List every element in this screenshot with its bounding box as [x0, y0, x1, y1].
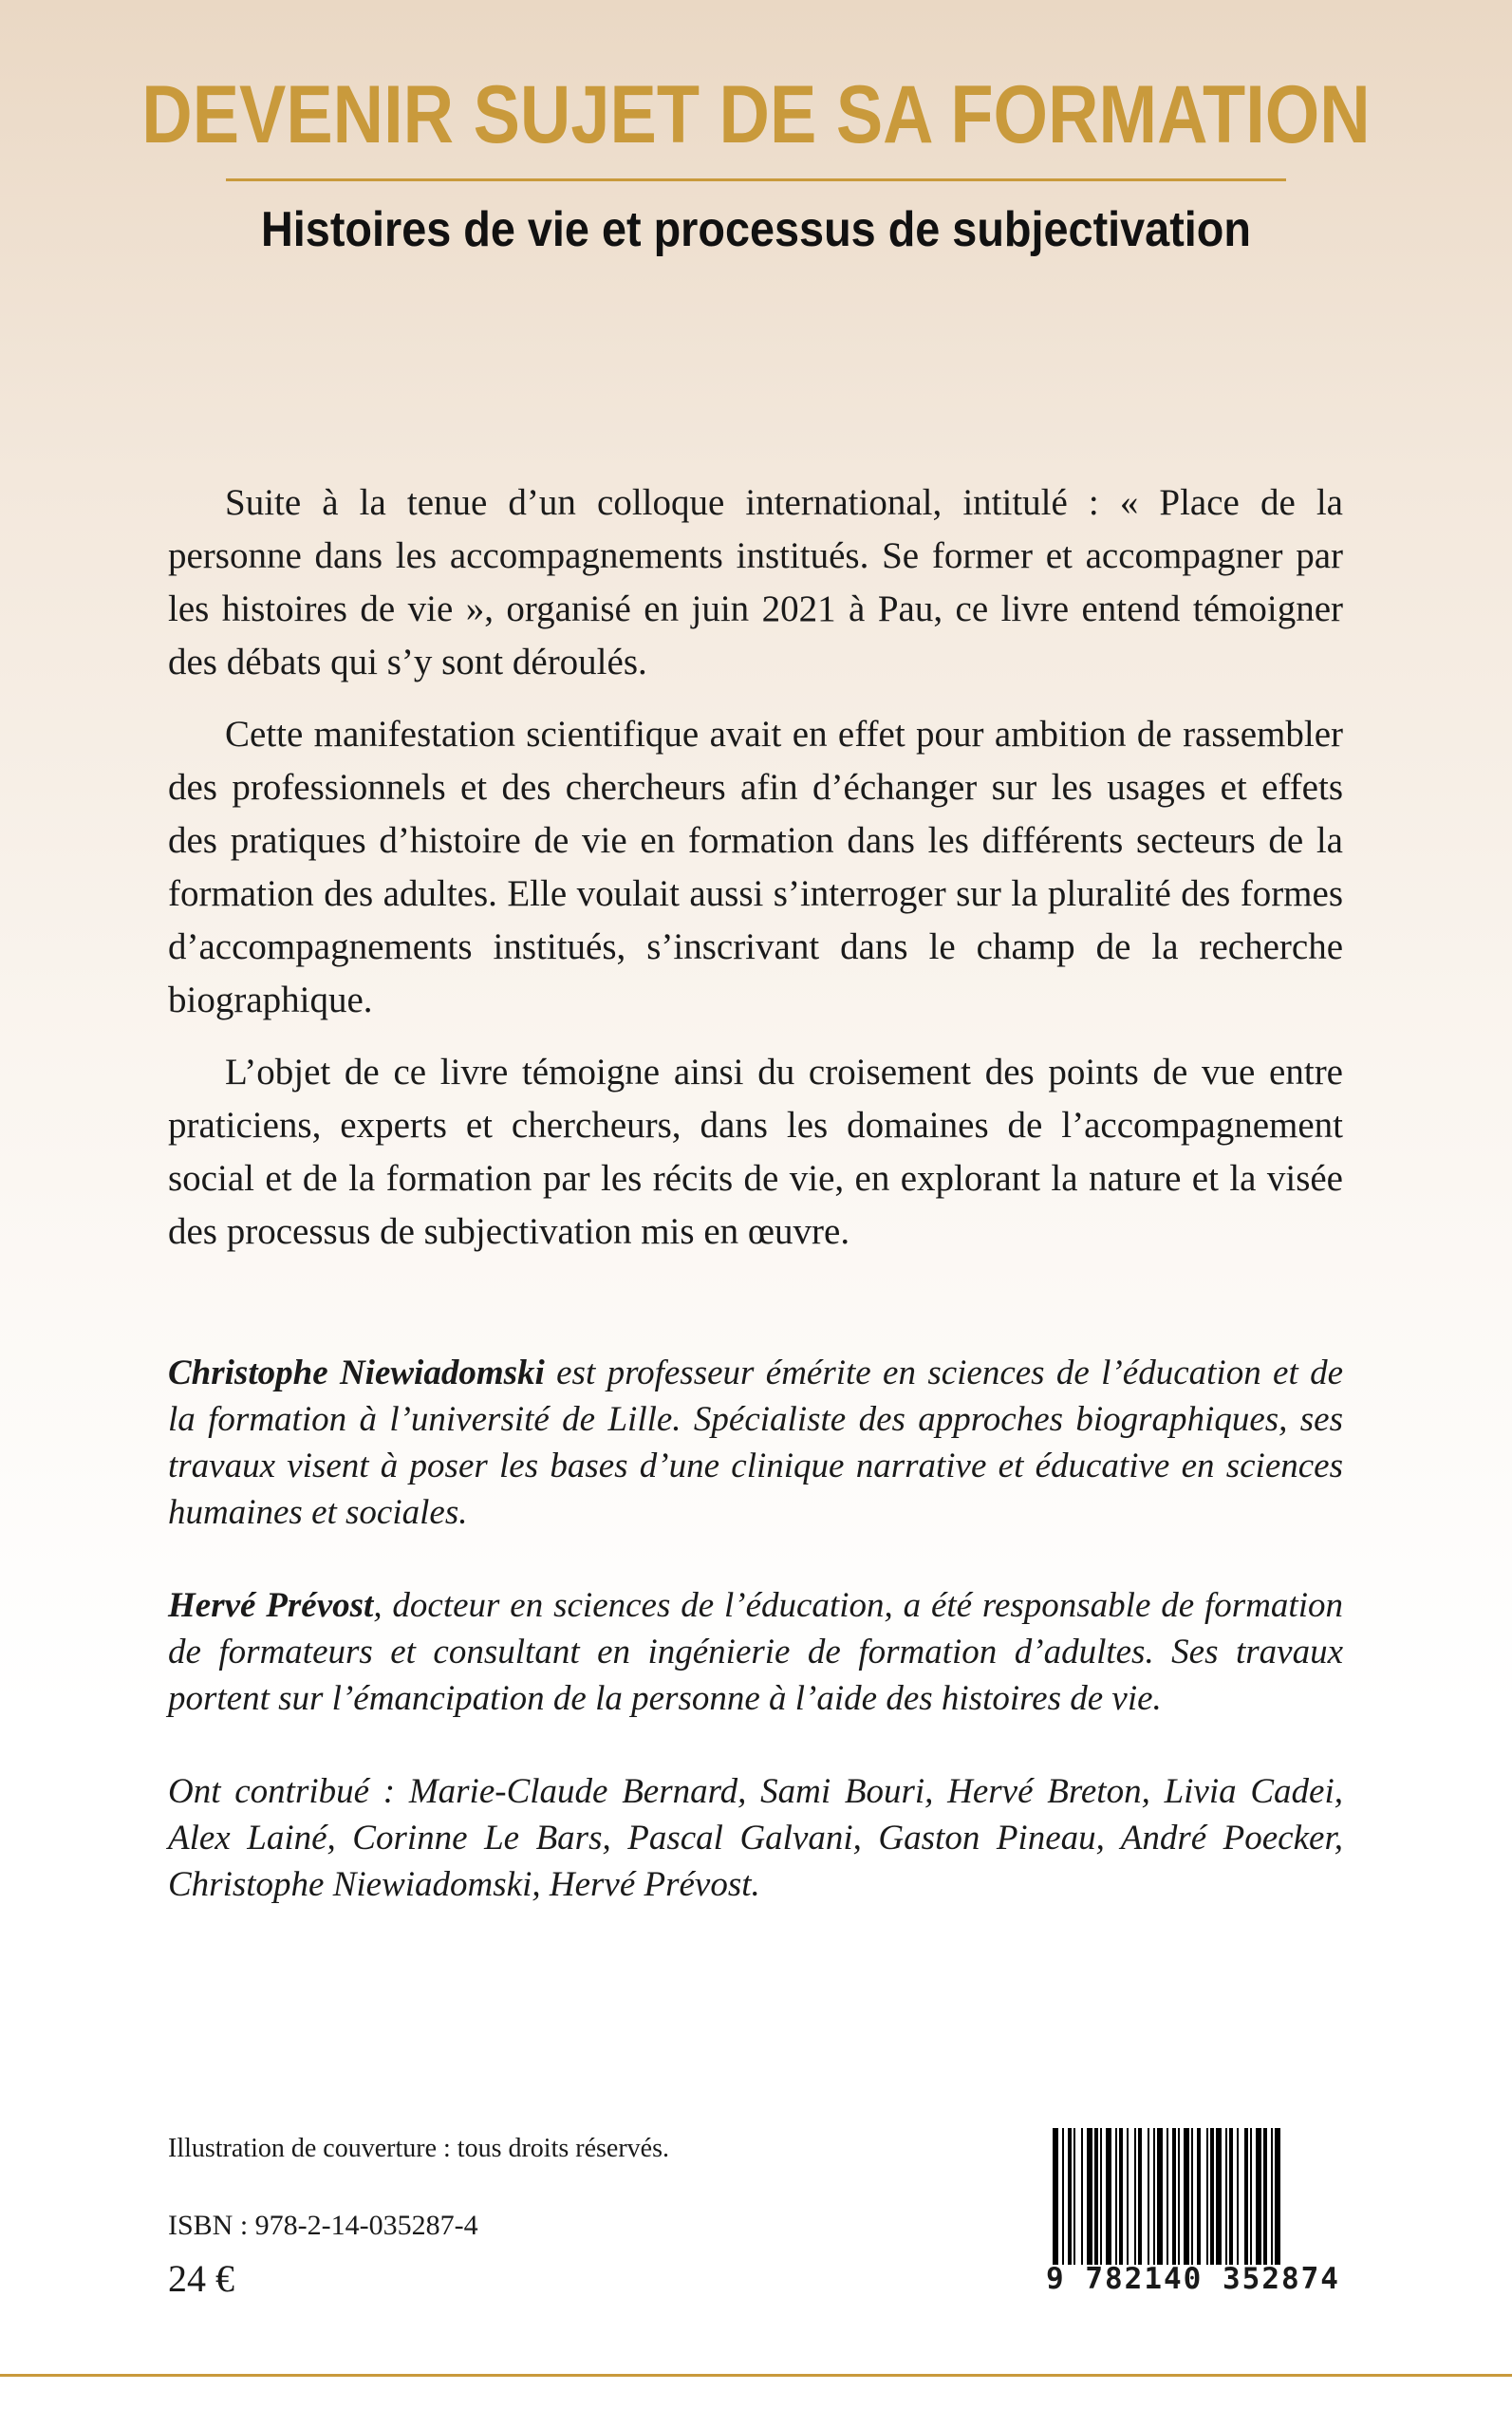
barcode-bar — [1271, 2128, 1273, 2265]
title-divider — [226, 178, 1286, 181]
barcode-bar — [1062, 2128, 1064, 2265]
author-name: Hervé Prévost — [168, 1586, 374, 1625]
barcode-bar — [1106, 2128, 1111, 2265]
barcode-number: 9 782140 352874 — [1046, 2262, 1340, 2296]
barcode-bar — [1206, 2128, 1208, 2265]
barcode-bar — [1178, 2128, 1180, 2265]
isbn: ISBN : 978-2-14-035287-4 — [168, 2210, 478, 2241]
book-title: DEVENIR SUJET DE SA FORMATION — [141, 69, 1371, 160]
illustration-credit: Illustration de couverture : tous droits réservés. — [168, 2134, 669, 2163]
barcode-bar — [1250, 2128, 1252, 2265]
summary-paragraph: Cette manifestation scientifique avait en effet pour ambition de rassembler des professionnels et des chercheurs afin d’échanger sur les usages et effets des pratiques d’histoire de vie en formation dans les différents secteurs de la formation des adultes. Elle voulait aussi s’interroger sur la pluralité des formes d’accompagnements institués, s’inscrivant dans le champ de la recherche biographique. — [168, 714, 1343, 1020]
barcode-icon — [1049, 2126, 1343, 2267]
barcode-bar — [1081, 2128, 1083, 2265]
bottom-divider — [0, 2374, 1512, 2377]
barcode-bar — [1172, 2128, 1176, 2265]
book-subtitle: Histoires de vie et processus de subjectivation — [261, 202, 1251, 257]
barcode-bar — [1197, 2128, 1201, 2265]
contributors: Ont contribué : Marie-Claude Bernard, Sami Bouri, Hervé Breton, Livia Cadei, Alex Lainé, Corinne Le Bars, Pascal Galvani, Gaston Pineau, André Poecker, Christophe Niewiadomski, Hervé Prévost. — [168, 1772, 1343, 1904]
summary-paragraph: Suite à la tenue d’un colloque international, intitulé : « Place de la personne dans les accompagnements institués. Se former et accompagner par les histoires de vie », organisé en juin 2021 à Pau, ce livre entend témoigner des débats qui s’y sont déroulés. — [168, 482, 1343, 682]
barcode-bar — [1127, 2128, 1129, 2265]
barcode-bar — [1225, 2128, 1227, 2265]
barcode-bar — [1237, 2128, 1239, 2265]
barcode-bar — [1068, 2128, 1072, 2265]
barcode-bar — [1153, 2128, 1155, 2265]
barcode-bar — [1119, 2128, 1123, 2265]
barcode-bar — [1216, 2128, 1222, 2265]
barcode-bar — [1210, 2128, 1214, 2265]
barcode-bar — [1148, 2128, 1149, 2265]
barcode-bar — [1073, 2128, 1075, 2265]
barcode-bar — [1115, 2128, 1117, 2265]
barcode-bar — [1191, 2128, 1193, 2265]
barcode-bar — [1256, 2128, 1261, 2265]
price: 24 € — [168, 2257, 234, 2300]
barcode-bar — [1167, 2128, 1168, 2265]
barcode-bar — [1184, 2128, 1189, 2265]
barcode-bar — [1053, 2128, 1058, 2265]
barcode-bar — [1087, 2128, 1092, 2265]
author-name: Christophe Niewiadomski — [168, 1354, 545, 1392]
author-bio-text: est professeur émérite en sciences de l’éducation et de la formation à l’université de Lille. Spécialiste des approches biographiques, ses travaux visent à poser les bases d’une clinique narrative et éducative en sciences humaines et sociales. — [168, 1354, 1343, 1532]
author-bio — [168, 1350, 1343, 1536]
barcode-bar — [1100, 2128, 1102, 2265]
barcode-bar — [1275, 2128, 1280, 2265]
barcode-bar — [1244, 2128, 1248, 2265]
barcode-bar — [1229, 2128, 1233, 2265]
summary-paragraph: L’objet de ce livre témoigne ainsi du croisement des points de vue entre praticiens, experts et chercheurs, dans les domaines de l’accompagnement social et de la formation par les récits de vie, en explorant la nature et la visée des processus de subjectivation mis en œuvre. — [168, 1052, 1343, 1252]
author-bios — [168, 1350, 1343, 1954]
barcode-bar — [1157, 2128, 1163, 2265]
barcode-bar — [1138, 2128, 1142, 2265]
barcode-bar — [1094, 2128, 1098, 2265]
barcode-bar — [1263, 2128, 1267, 2265]
author-bio — [168, 1582, 1343, 1722]
author-bio-text: , docteur en sciences de l’éducation, a été responsable de formation de formateurs et consultant en ingénierie de formation d’adultes. Ses travaux portent sur l’émancipation de la personne à l’aide des histoires de vie. — [168, 1586, 1343, 1718]
summary-text — [168, 476, 1343, 1278]
barcode-bar — [1134, 2128, 1136, 2265]
